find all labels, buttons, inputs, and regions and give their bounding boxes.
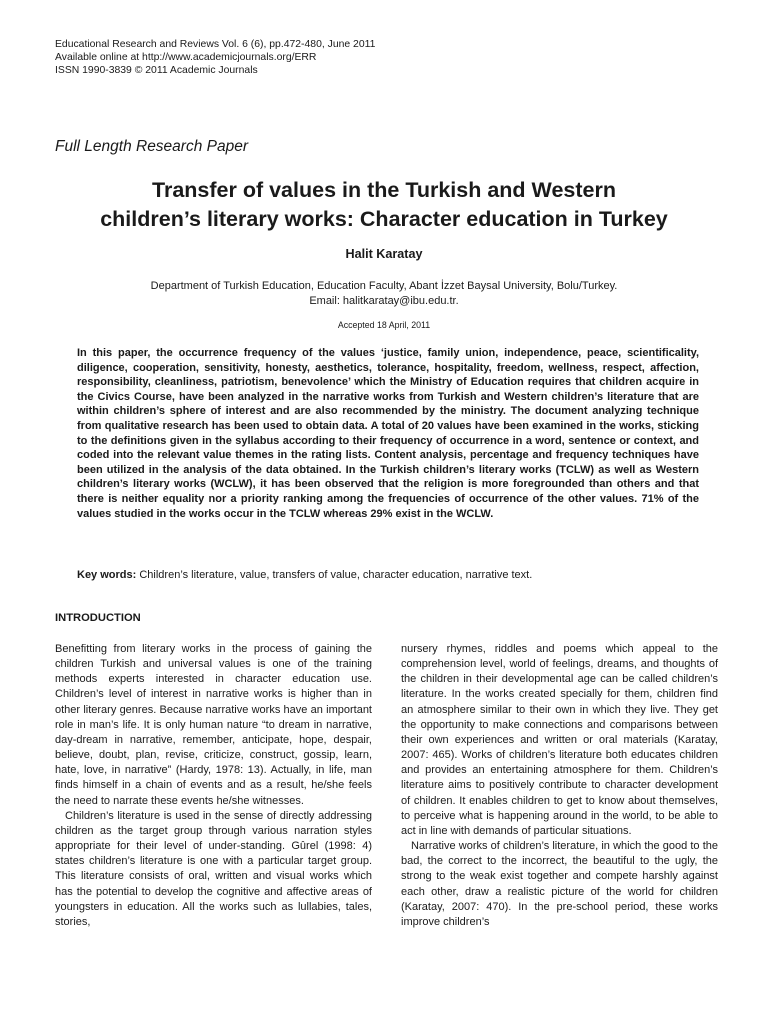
journal-citation: Educational Research and Reviews Vol. 6 (6), pp.472-480, June 2011	[55, 39, 376, 50]
body-paragraph: Children’s literature is used in the sense of directly addressing children as the target group through various narration styles appropriate for their level of under-standing. Gûrel (1998: 4) states children’s literature is one with a particular target group. This literature consists of oral, written and visual works which has the potential to develop the cognitive and affective areas of youngsters in education. All the works such as lullabies, tales, stories,	[55, 809, 372, 928]
author-email: Email: halitkaratay@ibu.edu.tr.	[309, 295, 459, 307]
journal-availability: Available online at http://www.academicjournals.org/ERR	[55, 52, 317, 63]
journal-issn: ISSN 1990-3839 © 2011 Academic Journals	[55, 65, 258, 76]
left-column	[55, 642, 372, 930]
keywords-text: Children’s literature, value, transfers of value, character education, narrative text.	[136, 569, 533, 581]
title-line-1: Transfer of values in the Turkish and Western	[152, 178, 616, 202]
introduction-heading: INTRODUCTION	[55, 612, 141, 624]
keywords-label: Key words:	[77, 569, 137, 581]
abstract: In this paper, the occurrence frequency of the values ‘justice, family union, independence, peace, scientificality, diligence, cooperation, sensitivity, honesty, aesthetics, tolerance, hospitality, freedom, wellness, respect, affection, responsibility, cleanliness, patriotism, benevolence’ which the Ministry of Education requires that children acquire in the Civics Course, have been analyzed in the narrative works from Turkish and Western children’s literature that are within children’s sphere of interest and are also recommended by the ministry. The document analyzing technique from qualitative research has been used to obtain data. A total of 20 values have been examined in the works, sticking to the definitions given in the syllabus according to their frequency of occurrence in a word, sentence or context, and coded into the relevant value themes in the rating lists. Content analysis, percentage and frequency techniques have been utilized in the analysis of the data obtained. In the Turkish children’s literary works (TCLW) as well as Western children’s literary works (WCLW), it has been observed that the religion is more foregrounded than others and that there is neither equality nor a priority ranking among the frequencies of occurrence of the other values. 71% of the values studied in the works occur in the TCLW whereas 29% exist in the WCLW.	[77, 347, 699, 520]
body-paragraph: Narrative works of children’s literature, in which the good to the bad, the correct to the incorrect, the beautiful to the ugly, the strong to the weak exist together and compete harshly against each other, draw a realistic picture of the world for children (Karatay, 2007: 470). In the pre-school period, these works improve children’s	[401, 840, 718, 928]
title-line-2: children’s literary works: Character education in Turkey	[100, 207, 668, 231]
paper-title	[40, 176, 728, 234]
accepted-date: Accepted 18 April, 2011	[337, 320, 431, 330]
body-paragraph: nursery rhymes, riddles and poems which appeal to the comprehension level, world of feelings, dreams, and thoughts of the children in their developmental age can be called children’s literature. In the works created specially for them, children find an atmosphere similar to their own in which they live. They get the opportunity to make connections and comparisons between their own experiences and written or oral materials (Karatay, 2007: 465). Works of children’s literature both educates children and provides an entertaining atmosphere for them. Children’s literature aims to positively contribute to character development of children. It enables children to get to know about themselves, to perceive what is happening around in the world, to be able to act in line with demands of particular situations.	[401, 643, 718, 837]
keywords	[77, 568, 699, 582]
affiliation-block	[60, 279, 708, 309]
body-paragraph: Benefitting from literary works in the process of gaining the children Turkish and universal values is one of the training methods experts interested in character education use. Children’s level of interest in narrative works is higher than in other literary genres. Because narrative works have an important role in man’s life. It is only human nature “to dream in narrative, day-dream in narrative, remember, anticipate, hope, despair, believe, doubt, plan, revise, criticize, construct, gossip, learn, hate, love, in narrative” (Hardy, 1978: 13). Actually, in life, man finds himself in a chain of events and as a result, he/she feels the need to narrate these events he/she witnesses.	[55, 643, 372, 807]
journal-header	[55, 38, 555, 77]
right-column	[401, 642, 718, 930]
affiliation-text: Department of Turkish Education, Education Faculty, Abant İzzet Baysal University, Bolu/Turkey.	[150, 280, 618, 292]
paper-type: Full Length Research Paper	[55, 138, 249, 155]
author-name: Halit Karatay	[345, 247, 423, 261]
